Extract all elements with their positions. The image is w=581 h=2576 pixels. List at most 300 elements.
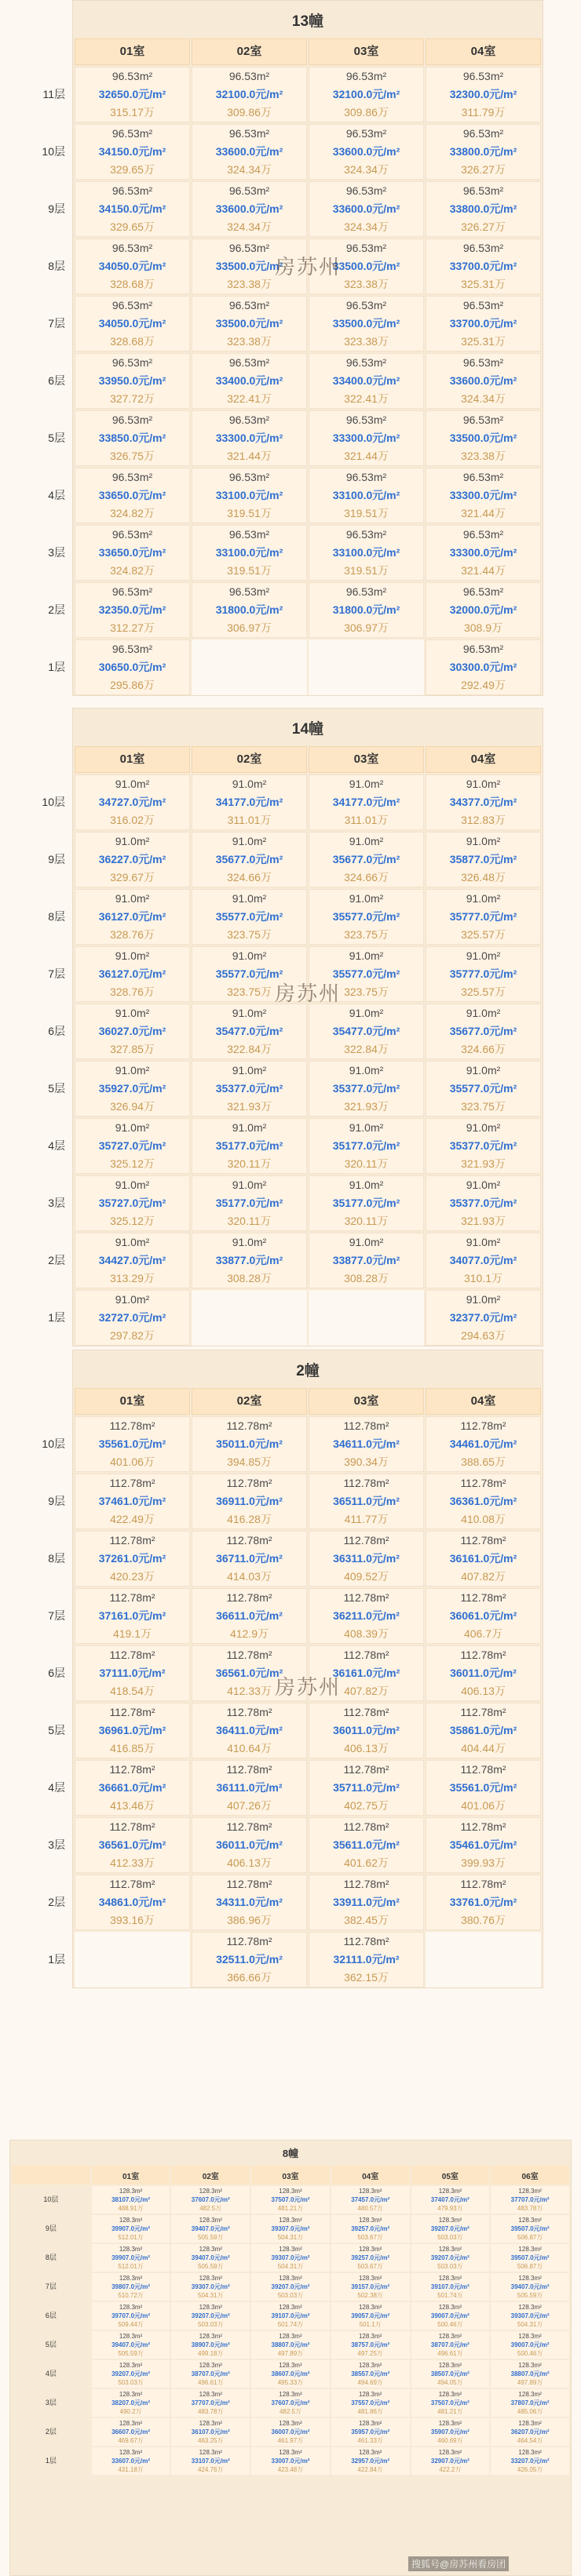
- unit-cell: [426, 1175, 541, 1231]
- unit-total: 503.67万: [357, 2234, 383, 2241]
- unit-area: 91.0m²: [115, 1007, 150, 1019]
- unit-area: 91.0m²: [349, 1179, 384, 1191]
- unit-price: 32907.0元/m²: [430, 2458, 470, 2465]
- unit-price: 39107.0元/m²: [271, 2312, 310, 2319]
- unit-cell: [411, 2244, 490, 2272]
- unit-cell: [75, 1175, 190, 1231]
- unit-cell: [331, 2418, 410, 2446]
- unit-total: 408.39万: [344, 1627, 389, 1640]
- unit-price: 33300.0元/m²: [215, 432, 283, 444]
- unit-total: 483.78万: [198, 2408, 224, 2415]
- unit-price: 36611.0元/m²: [216, 1609, 283, 1622]
- unit-price: 39257.0元/m²: [351, 2254, 390, 2261]
- unit-total: 412.9万: [229, 1627, 269, 1640]
- unit-total: 410.08万: [461, 1513, 506, 1525]
- unit-area: 96.53m²: [462, 127, 504, 140]
- unit-cell: [426, 582, 541, 638]
- unit-price: 36311.0元/m²: [333, 1552, 400, 1565]
- unit-price: 37111.0元/m²: [99, 1667, 166, 1679]
- unit-total: 323.38万: [227, 335, 272, 348]
- unit-price: 37807.0元/m²: [510, 2399, 550, 2407]
- unit-cell: [426, 639, 541, 695]
- unit-cell: [75, 1703, 190, 1758]
- unit-price: 39157.0元/m²: [351, 2283, 390, 2290]
- unit-total: 326.48万: [461, 871, 506, 884]
- unit-price: 39407.0元/m²: [191, 2254, 230, 2261]
- floor-row: [12, 2331, 569, 2359]
- unit-cell: [75, 1416, 190, 1472]
- unit-total: 324.82万: [110, 507, 155, 519]
- unit-area: 96.53m²: [462, 356, 504, 369]
- room-header: 06室: [491, 2166, 569, 2184]
- unit-price: 33007.0元/m²: [271, 2458, 310, 2465]
- building-title: 14幢: [291, 720, 324, 738]
- unit-total: 323.38万: [344, 278, 389, 290]
- unit-price: 33700.0元/m²: [449, 260, 517, 272]
- floor-row: [48, 1529, 543, 1587]
- unit-area: 128.3m²: [438, 2391, 462, 2398]
- unit-cell: [251, 2418, 330, 2446]
- unit-total: 319.51万: [344, 564, 389, 577]
- unit-area: 96.53m²: [345, 585, 387, 598]
- unit-area: 96.53m²: [228, 471, 270, 483]
- unit-total: 390.34万: [344, 1456, 389, 1468]
- unit-area: 128.3m²: [199, 2304, 222, 2311]
- unit-area: 91.0m²: [232, 892, 267, 905]
- unit-price: 35861.0元/m²: [449, 1724, 517, 1736]
- unit-total: 496.61万: [437, 2350, 463, 2357]
- unit-area: 128.3m²: [279, 2188, 302, 2195]
- unit-total: 488.91万: [118, 2205, 144, 2212]
- unit-price: 39307.0元/m²: [271, 2254, 310, 2261]
- unit-area: 91.0m²: [349, 1007, 384, 1019]
- unit-area: 112.78m²: [226, 1763, 272, 1776]
- unit-total: 481.21万: [437, 2408, 463, 2415]
- unit-cell: [411, 2447, 490, 2475]
- unit-total: 325.12万: [110, 1215, 155, 1227]
- unit-cell: [309, 1817, 424, 1873]
- unit-area: 112.78m²: [226, 1820, 272, 1833]
- unit-total: 497.25万: [357, 2350, 383, 2357]
- empty-cell: [192, 1290, 307, 1346]
- unit-price: 37461.0元/m²: [98, 1495, 166, 1507]
- unit-price: 36107.0元/m²: [191, 2428, 230, 2436]
- unit-cell: [75, 1474, 190, 1529]
- unit-total: 294.63万: [461, 1329, 506, 1342]
- unit-price: 33700.0元/m²: [449, 317, 517, 330]
- unit-price: 38557.0元/m²: [351, 2370, 390, 2377]
- unit-total: 504.31万: [277, 2234, 304, 2241]
- unit-total: 414.03万: [227, 1570, 272, 1583]
- unit-price: 34077.0元/m²: [449, 1254, 517, 1266]
- unit-price: 38757.0元/m²: [351, 2341, 390, 2348]
- unit-cell: [192, 410, 307, 466]
- unit-area: 91.0m²: [232, 778, 267, 790]
- unit-cell: [411, 2215, 490, 2243]
- unit-cell: [251, 2302, 330, 2330]
- unit-cell: [192, 1004, 307, 1059]
- unit-area: 112.78m²: [343, 1419, 389, 1432]
- unit-total: 399.93万: [461, 1856, 506, 1869]
- unit-area: 96.53m²: [228, 414, 270, 426]
- unit-cell: [309, 1760, 424, 1816]
- unit-cell: [411, 2360, 490, 2388]
- unit-cell: [426, 1416, 541, 1472]
- unit-area: 112.78m²: [226, 1935, 272, 1947]
- unit-cell: [192, 889, 307, 945]
- floor-row: [42, 65, 543, 122]
- unit-cell: [192, 1932, 307, 1988]
- unit-price: 33800.0元/m²: [449, 145, 517, 158]
- unit-cell: [426, 1760, 541, 1816]
- unit-price: 32727.0元/m²: [98, 1311, 166, 1324]
- unit-area: 96.53m²: [111, 242, 153, 254]
- unit-price: 33207.0元/m²: [510, 2458, 550, 2465]
- unit-total: 505.59万: [517, 2292, 543, 2299]
- unit-area: 128.3m²: [199, 2188, 222, 2195]
- unit-price: 39257.0元/m²: [351, 2225, 390, 2232]
- unit-cell: [426, 946, 541, 1002]
- floor-row: [48, 638, 543, 695]
- unit-area: 128.3m²: [358, 2217, 382, 2224]
- unit-price: 35177.0元/m²: [332, 1139, 400, 1152]
- unit-total: 323.75万: [227, 986, 272, 998]
- unit-cell: [192, 1416, 307, 1472]
- unit-total: 297.82万: [110, 1329, 155, 1342]
- unit-area: 128.3m²: [518, 2188, 542, 2195]
- floor-row: [42, 1415, 543, 1472]
- unit-total: 500.46万: [437, 2321, 463, 2328]
- unit-cell: [192, 296, 307, 352]
- unit-area: 96.53m²: [462, 585, 504, 598]
- unit-price: 36561.0元/m²: [215, 1667, 283, 1679]
- unit-cell: [426, 468, 541, 523]
- unit-total: 490.2万: [119, 2408, 142, 2415]
- unit-price: 32111.0元/m²: [333, 1953, 400, 1966]
- unit-area: 96.53m²: [462, 414, 504, 426]
- floor-label: 5层: [48, 1081, 65, 1095]
- unit-price: 34150.0元/m²: [98, 202, 166, 215]
- unit-price: 36661.0元/m²: [98, 1781, 166, 1794]
- unit-cell: [75, 67, 190, 122]
- unit-total: 324.66万: [344, 871, 389, 884]
- watermark: 房苏州: [275, 982, 342, 1006]
- unit-price: 35677.0元/m²: [332, 853, 400, 865]
- unit-total: 311.79万: [461, 106, 506, 118]
- floor-row: [48, 1002, 543, 1059]
- room-header: 01室: [75, 38, 190, 65]
- unit-price: 35677.0元/m²: [215, 853, 283, 865]
- unit-cell: [192, 774, 307, 830]
- unit-area: 91.0m²: [232, 1179, 267, 1191]
- unit-total: 320.11万: [344, 1215, 389, 1227]
- unit-price: 33600.0元/m²: [332, 202, 400, 215]
- unit-total: 310.1万: [463, 1272, 503, 1284]
- unit-total: 482.5万: [199, 2205, 222, 2212]
- unit-cell: [92, 2186, 170, 2213]
- unit-total: 322.41万: [344, 392, 389, 405]
- unit-price: 39207.0元/m²: [430, 2225, 470, 2232]
- unit-total: 323.75万: [461, 1100, 506, 1113]
- unit-cell: [411, 2389, 490, 2417]
- unit-cell: [171, 2273, 250, 2301]
- unit-price: 34177.0元/m²: [332, 796, 400, 808]
- room-header: 04室: [426, 38, 541, 65]
- unit-area: 128.3m²: [358, 2420, 382, 2427]
- unit-area: 128.3m²: [518, 2246, 542, 2253]
- unit-area: 96.53m²: [345, 70, 387, 82]
- unit-area: 112.78m²: [460, 1419, 506, 1432]
- unit-cell: [192, 1118, 307, 1174]
- unit-total: 482.5万: [279, 2408, 301, 2415]
- unit-total: 323.38万: [344, 335, 389, 348]
- floor-label: 11层: [42, 87, 65, 100]
- unit-price: 36011.0元/m²: [216, 1838, 283, 1851]
- unit-cell: [426, 1474, 541, 1529]
- unit-cell: [491, 2447, 569, 2475]
- unit-total: 504.31万: [517, 2321, 543, 2328]
- unit-total: 362.15万: [344, 1971, 389, 1984]
- unit-cell: [309, 1932, 424, 1988]
- unit-area: 96.53m²: [111, 127, 153, 140]
- empty-cell: [309, 1290, 424, 1346]
- unit-total: 503.03万: [198, 2321, 224, 2328]
- unit-area: 91.0m²: [349, 1064, 384, 1077]
- unit-price: 30300.0元/m²: [449, 661, 517, 673]
- unit-total: 510.72万: [118, 2292, 144, 2299]
- unit-area: 128.3m²: [518, 2333, 542, 2340]
- unit-total: 321.44万: [461, 507, 506, 519]
- unit-total: 411.77万: [344, 1513, 389, 1525]
- unit-area: 112.78m²: [109, 1706, 155, 1718]
- floor-row: [48, 1816, 543, 1873]
- unit-area: 112.78m²: [343, 1534, 389, 1547]
- unit-price: 39107.0元/m²: [430, 2283, 470, 2290]
- floor-row: [48, 1930, 543, 1988]
- unit-price: 35907.0元/m²: [430, 2428, 470, 2436]
- unit-price: 33500.0元/m²: [215, 260, 283, 272]
- unit-total: 409.52万: [344, 1570, 389, 1583]
- unit-total: 479.93万: [437, 2205, 463, 2212]
- unit-area: 96.53m²: [228, 242, 270, 254]
- unit-price: 34177.0元/m²: [215, 796, 283, 808]
- unit-price: 39207.0元/m²: [430, 2254, 470, 2261]
- unit-price: 38707.0元/m²: [430, 2341, 470, 2348]
- unit-price: 34861.0元/m²: [98, 1896, 166, 1908]
- unit-cell: [331, 2186, 410, 2213]
- unit-cell: [309, 525, 424, 581]
- unit-cell: [331, 2389, 410, 2417]
- unit-area: 128.3m²: [199, 2275, 222, 2282]
- floor-label: 10层: [43, 2195, 59, 2203]
- unit-area: 112.78m²: [109, 1878, 155, 1890]
- unit-area: 128.3m²: [199, 2246, 222, 2253]
- unit-cell: [309, 582, 424, 638]
- unit-price: 34311.0元/m²: [216, 1896, 283, 1908]
- watermark: 房苏州: [275, 256, 342, 279]
- unit-price: 32300.0元/m²: [449, 88, 517, 100]
- unit-area: 128.3m²: [119, 2246, 143, 2253]
- unit-area: 128.3m²: [438, 2333, 462, 2340]
- unit-price: 36711.0元/m²: [216, 1552, 283, 1565]
- floor-row: [48, 581, 543, 638]
- unit-cell: [75, 296, 190, 352]
- unit-price: 37507.0元/m²: [430, 2399, 470, 2407]
- unit-total: 506.87万: [517, 2234, 543, 2241]
- unit-total: 480.57万: [357, 2205, 383, 2212]
- room-header: 04室: [426, 746, 541, 773]
- unit-total: 321.93万: [461, 1157, 506, 1170]
- room-header: 03室: [251, 2166, 330, 2184]
- unit-total: 401.62万: [344, 1856, 389, 1869]
- unit-total: 321.44万: [461, 564, 506, 577]
- unit-price: 35777.0元/m²: [449, 967, 517, 980]
- unit-area: 91.0m²: [115, 1293, 150, 1306]
- unit-price: 38607.0元/m²: [271, 2370, 310, 2377]
- unit-price: 39307.0元/m²: [271, 2225, 310, 2232]
- unit-total: 407.26万: [227, 1799, 272, 1812]
- unit-area: 128.3m²: [358, 2449, 382, 2456]
- unit-cell: [331, 2244, 410, 2272]
- unit-total: 321.93万: [461, 1215, 506, 1227]
- unit-area: 91.0m²: [115, 1179, 150, 1191]
- unit-cell: [171, 2186, 250, 2213]
- unit-cell: [92, 2244, 170, 2272]
- unit-total: 295.86万: [110, 679, 155, 691]
- unit-total: 325.57万: [461, 928, 506, 941]
- unit-total: 416.28万: [227, 1513, 272, 1525]
- unit-cell: [92, 2418, 170, 2446]
- floor-label: 2层: [48, 1253, 65, 1266]
- unit-total: 329.65万: [110, 163, 155, 176]
- unit-total: 412.33万: [227, 1685, 272, 1697]
- unit-price: 38907.0元/m²: [191, 2341, 230, 2348]
- unit-area: 128.3m²: [518, 2391, 542, 2398]
- unit-price: 36561.0元/m²: [98, 1838, 166, 1851]
- unit-cell: [251, 2273, 330, 2301]
- floor-label: 4层: [48, 1780, 65, 1794]
- unit-area: 91.0m²: [349, 1121, 384, 1134]
- unit-total: 461.97万: [277, 2437, 304, 2444]
- unit-cell: [426, 124, 541, 180]
- unit-cell: [171, 2215, 250, 2243]
- unit-total: 512.01万: [118, 2263, 144, 2270]
- unit-cell: [411, 2418, 490, 2446]
- unit-total: 324.34万: [344, 220, 389, 233]
- floor-row: [48, 466, 543, 523]
- room-header: 02室: [192, 746, 307, 773]
- unit-cell: [251, 2244, 330, 2272]
- building8-table: [10, 2164, 571, 2476]
- unit-price: 37607.0元/m²: [271, 2399, 310, 2407]
- floor-label: 7层: [48, 1609, 65, 1622]
- floor-label: 6层: [48, 1024, 65, 1037]
- unit-area: 128.3m²: [279, 2304, 302, 2311]
- unit-total: 503.03万: [437, 2234, 463, 2241]
- unit-total: 327.85万: [110, 1043, 155, 1055]
- unit-area: 112.78m²: [226, 1591, 272, 1604]
- unit-cell: [491, 2273, 569, 2301]
- room-header: 03室: [309, 38, 424, 65]
- floor-label: 5层: [45, 2341, 57, 2348]
- unit-area: 128.3m²: [358, 2246, 382, 2253]
- unit-area: 96.53m²: [111, 471, 153, 483]
- unit-price: 35377.0元/m²: [449, 1139, 517, 1152]
- unit-area: 96.53m²: [345, 299, 387, 312]
- unit-area: 112.78m²: [460, 1649, 506, 1661]
- floor-row: [48, 887, 543, 945]
- unit-area: 112.78m²: [460, 1820, 506, 1833]
- floor-row: [12, 2273, 569, 2301]
- unit-cell: [331, 2302, 410, 2330]
- floor-row: [48, 1587, 543, 1644]
- room-header-row: [73, 38, 543, 65]
- unit-total: 311.01万: [344, 814, 389, 826]
- unit-total: 497.89万: [277, 2350, 304, 2357]
- floor-label: 2层: [48, 603, 65, 616]
- unit-area: 128.3m²: [358, 2391, 382, 2398]
- unit-total: 503.03万: [437, 2263, 463, 2270]
- unit-price: 39507.0元/m²: [510, 2225, 550, 2232]
- unit-total: 406.13万: [227, 1856, 272, 1869]
- unit-area: 112.78m²: [460, 1878, 506, 1890]
- unit-total: 463.25万: [198, 2437, 224, 2444]
- unit-price: 37707.0元/m²: [510, 2196, 550, 2203]
- unit-total: 494.69万: [357, 2379, 383, 2386]
- unit-total: 506.87万: [517, 2263, 543, 2270]
- unit-price: 38107.0元/m²: [111, 2196, 151, 2203]
- unit-cell: [411, 2302, 490, 2330]
- unit-area: 112.78m²: [460, 1763, 506, 1776]
- unit-area: 91.0m²: [349, 835, 384, 847]
- unit-cell: [92, 2302, 170, 2330]
- unit-total: 322.41万: [227, 392, 272, 405]
- floor-label: 2层: [48, 1895, 65, 1908]
- floor-label: 3层: [45, 2399, 57, 2407]
- floor-row: [48, 1701, 543, 1758]
- unit-cell: [75, 410, 190, 466]
- unit-price: 31800.0元/m²: [332, 603, 400, 616]
- floor-label: 4层: [48, 488, 65, 501]
- unit-total: 431.18万: [118, 2466, 144, 2473]
- unit-total: 494.05万: [437, 2379, 463, 2386]
- unit-total: 503.03万: [277, 2292, 304, 2299]
- unit-total: 324.34万: [227, 163, 272, 176]
- unit-area: 91.0m²: [349, 949, 384, 962]
- footer-credit: 搜狐号@房苏州看房团: [408, 2556, 509, 2571]
- unit-area: 128.3m²: [279, 2449, 302, 2456]
- unit-price: 36207.0元/m²: [510, 2428, 550, 2436]
- unit-total: 386.96万: [227, 1914, 272, 1926]
- unit-area: 96.53m²: [111, 528, 153, 541]
- unit-total: 325.57万: [461, 986, 506, 998]
- unit-price: 34461.0元/m²: [449, 1437, 517, 1450]
- unit-price: 32100.0元/m²: [332, 88, 400, 100]
- unit-price: 39307.0元/m²: [191, 2283, 230, 2290]
- room-header: 01室: [92, 2166, 170, 2184]
- unit-area: 91.0m²: [115, 1121, 150, 1134]
- unit-price: 33761.0元/m²: [449, 1896, 517, 1908]
- floor-label: 6层: [45, 2312, 57, 2319]
- unit-area: 91.0m²: [115, 949, 150, 962]
- unit-area: 112.78m²: [343, 1763, 389, 1776]
- unit-area: 112.78m²: [109, 1649, 155, 1661]
- unit-area: 128.3m²: [438, 2449, 462, 2456]
- building-title: 2幢: [296, 1362, 320, 1379]
- unit-area: 128.3m²: [518, 2420, 542, 2427]
- unit-area: 112.78m²: [109, 1763, 155, 1776]
- empty-cell: [75, 1932, 190, 1988]
